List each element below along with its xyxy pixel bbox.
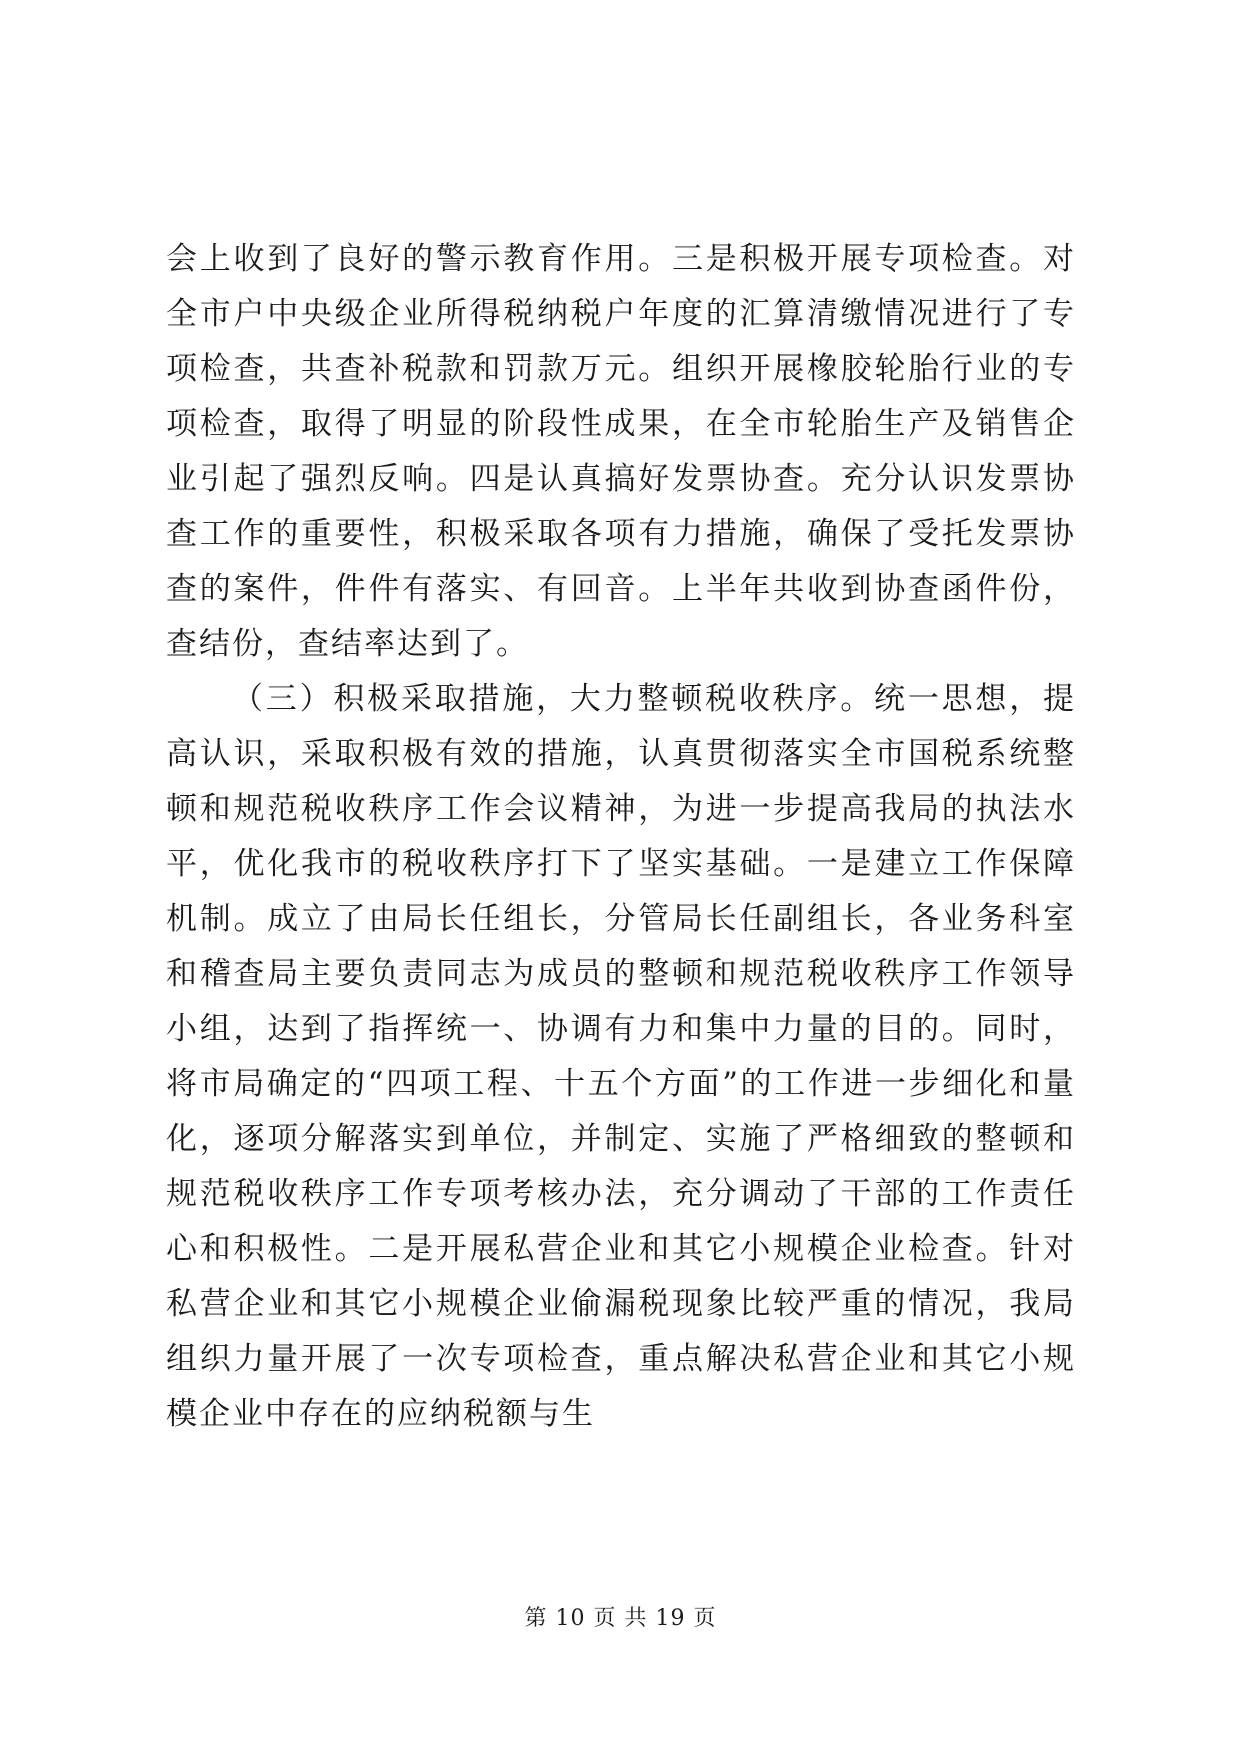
document-body [166,232,1076,1442]
paragraph-2: （三）积极采取措施，大力整顿税收秩序。统一思想，提高认识，采取积极有效的措施，认真贯彻落实全市国税系统整顿和规范税收秩序工作会议精神，为进一步提高我局的执法水平，优化我市的税收秩序打下了坚实基础。一是建立工作保障机制。成立了由局长任组长，分管局长任副组长，各业务科室和稽查局主要负责同志为成员的整顿和规范税收秩序工作领导小组，达到了指挥统一、协调有力和集中力量的目的。同时，将市局确定的“四项工程、十五个方面”的工作进一步细化和量化，逐项分解落实到单位，并制定、实施了严格细致的整顿和规范税收秩序工作专项考核办法，充分调动了干部的工作责任心和积极性。二是开展私营企业和其它小规模企业检查。针对私营企业和其它小规模企业偷漏税现象比较严重的情况，我局组织力量开展了一次专项检查，重点解决私营企业和其它小规模企业中存在的应纳税额与生 [166,681,1076,1432]
paragraph-1: 会上收到了良好的警示教育作用。三是积极开展专项检查。对全市户中央级企业所得税纳税户年度的汇算清缴情况进行了专项检查，共查补税款和罚款万元。组织开展橡胶轮胎行业的专项检查，取得了明显的阶段性成果，在全市轮胎生产及销售企业引起了强烈反响。四是认真搞好发票协查。充分认识发票协查工作的重要性，积极采取各项有力措施，确保了受托发票协查的案件，件件有落实、有回音。上半年共收到协查函件份，查结份，查结率达到了。 [166,241,1076,662]
page-number-footer: 第 10 页 共 19 页 [524,1606,717,1631]
